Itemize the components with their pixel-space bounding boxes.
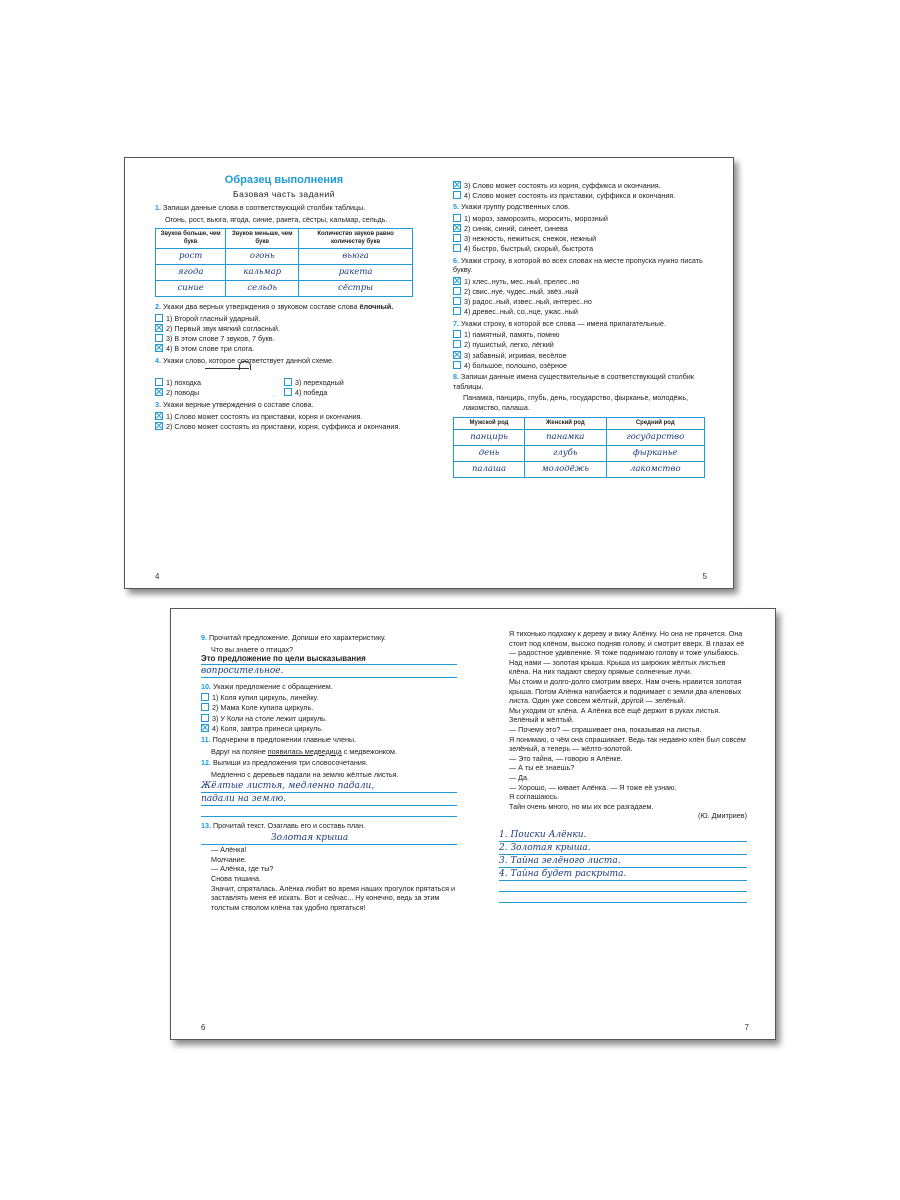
table-cell: вьюга bbox=[299, 249, 413, 265]
text-paragraph: Мы стоим и долго-долго смотрим вверх. Нам очень нравится золотая крыша. Потом Алёнка нагибается и поднимает с земли два кленовых листа. Один уже совсем жёлтый, другой — зелёный. bbox=[509, 676, 742, 706]
table-header: Количество звуков равно количеству букв bbox=[299, 229, 413, 249]
option[interactable]: 4) древес..ный, со..нце, ужас..ный bbox=[453, 307, 705, 317]
task-number: 4. bbox=[155, 355, 161, 365]
option[interactable]: 3) забавный, игривая, весёлое bbox=[453, 351, 705, 361]
option[interactable]: 4) В этом слове три слога. bbox=[155, 344, 413, 354]
option[interactable]: 1) памятный, память, помню bbox=[453, 330, 705, 340]
text-paragraph: — Хорошо, — кивает Алёнка. — Я тоже её узнаю. bbox=[509, 782, 677, 792]
option[interactable]: 2) поводы bbox=[155, 388, 284, 398]
checkbox[interactable] bbox=[453, 340, 461, 348]
task-2 bbox=[155, 302, 413, 312]
task-text: Укажи слово, которое соответствует данной схеме. bbox=[163, 355, 335, 365]
task-8 bbox=[453, 372, 705, 391]
task-3 bbox=[155, 400, 413, 410]
underlined-main-members: появилась медведица bbox=[267, 746, 342, 756]
checkbox-checked[interactable] bbox=[155, 412, 163, 420]
checkbox-checked[interactable] bbox=[155, 324, 163, 332]
task-text: Укажи строку, в которой во всех словах на месте пропуска нужно писать букву. bbox=[453, 255, 703, 275]
option[interactable]: 3) Слово может состоять из корня, суффикса и окончания. bbox=[453, 181, 705, 191]
option[interactable]: 1) Второй гласный ударный. bbox=[155, 314, 413, 324]
task-number: 3. bbox=[155, 400, 161, 410]
page-number: 5 bbox=[702, 572, 707, 582]
checkbox[interactable] bbox=[284, 388, 292, 396]
table-cell: сёстры bbox=[299, 281, 413, 297]
checkbox[interactable] bbox=[155, 314, 163, 322]
task-1 bbox=[155, 203, 413, 213]
option[interactable]: 1) хлес..нуть, мес..ный, прелес..но bbox=[453, 277, 705, 287]
option[interactable]: 4) Коля, завтра принеси циркуль. bbox=[201, 724, 457, 734]
gender-table bbox=[453, 417, 705, 479]
text-line: Молчание. bbox=[211, 854, 247, 864]
checkbox[interactable] bbox=[201, 693, 209, 701]
spread-pages-4-5 bbox=[124, 157, 734, 589]
table-cell: сельдь bbox=[226, 281, 299, 297]
plan-item[interactable]: 2. Золотая крыша. bbox=[499, 842, 747, 855]
table-header: Мужской род bbox=[454, 417, 525, 430]
text-paragraph: — Почему это? — спрашивает она, показывая на листья. bbox=[509, 724, 702, 734]
checkbox[interactable] bbox=[453, 214, 461, 222]
task-words: Панамка, панцирь, глубь, день, государство, фырканье, молодёжь, лакомство, палаша. bbox=[463, 393, 689, 412]
checkbox-checked[interactable] bbox=[453, 351, 461, 359]
table-cell: синие bbox=[156, 281, 226, 297]
table-cell: панцирь bbox=[454, 430, 525, 446]
checkbox[interactable] bbox=[201, 714, 209, 722]
checkbox-checked[interactable] bbox=[453, 277, 461, 285]
task-text: Запиши данные слова в соответствующий столбик таблицы. bbox=[163, 203, 366, 213]
table-header: Звуков меньше, чем букв bbox=[226, 229, 299, 249]
checkbox[interactable] bbox=[453, 191, 461, 199]
checkbox[interactable] bbox=[453, 287, 461, 295]
table-cell: фырканье bbox=[606, 446, 704, 462]
task-text: Укажи верные утверждения о составе слова. bbox=[163, 400, 314, 410]
text-paragraph: Я тихонько подхожу к дереву и вижу Алёнку. Но она не прячется. Она стоит под клёном, высоко подняв голову, и смотрит вверх. В глазах её — радостное удивление. Я тоже поднимаю голову и тоже улыбаюсь. Над нами — золотая крыша. Крыша из широких жёлтых листьев клёна. На них падают сверху прямые солнечные лучи. bbox=[509, 629, 745, 677]
text-line: Снова тишина. bbox=[211, 874, 261, 883]
option[interactable]: 3) переходный bbox=[284, 378, 413, 388]
task-sentence: Вдруг на поляне появилась медведица с медвежонком. bbox=[211, 746, 397, 756]
option[interactable]: 4) быстро, быстрый, скорый, быстрота bbox=[453, 244, 705, 254]
spread-pages-6-7 bbox=[170, 608, 776, 1040]
task-4-options bbox=[155, 378, 413, 399]
table-cell: лакомство bbox=[606, 462, 704, 478]
word-scheme-icon bbox=[155, 367, 413, 377]
option[interactable]: 3) У Коли на столе лежит циркуль. bbox=[201, 714, 457, 724]
page-5 bbox=[429, 158, 733, 588]
option[interactable]: 2) Мама Коле купила циркуль. bbox=[201, 703, 457, 713]
handwritten-answer[interactable]: вопросительное. bbox=[201, 665, 457, 678]
page-number: 7 bbox=[744, 1023, 749, 1033]
task-text: Выпиши из предложения три словосочетания. bbox=[213, 758, 368, 768]
task-11 bbox=[201, 735, 457, 745]
task-number: 10. bbox=[201, 681, 211, 691]
plan-lines bbox=[499, 829, 747, 903]
checkbox[interactable] bbox=[155, 334, 163, 342]
task-number: 1. bbox=[155, 203, 161, 213]
option[interactable]: 4) большое, полошно, озёрное bbox=[453, 361, 705, 371]
option[interactable]: 4) Слово может состоять из приставки, суффикса и окончания. bbox=[453, 191, 705, 201]
table-header: Звуков больше, чем букв bbox=[156, 229, 226, 249]
plan-item[interactable]: 1. Поиски Алёнки. bbox=[499, 829, 747, 842]
answer-line[interactable] bbox=[499, 881, 747, 892]
option[interactable]: 2) пушистый, легко, лёгкий bbox=[453, 340, 705, 350]
task-6 bbox=[453, 256, 705, 275]
page-7 bbox=[475, 609, 775, 1039]
task-text: Прочитай текст. Озаглавь его и составь план. bbox=[213, 820, 366, 830]
checkbox-checked[interactable] bbox=[155, 344, 163, 352]
task-number: 5. bbox=[453, 202, 459, 212]
checkbox[interactable] bbox=[284, 378, 292, 386]
text-paragraph: — Это тайна, — говорю я Алёнке. bbox=[509, 753, 623, 763]
handwritten-answer[interactable]: Жёлтые листья, медленно падали, bbox=[201, 780, 457, 793]
option[interactable]: 3) нежность, нежиться, снежок, нежный bbox=[453, 234, 705, 244]
task-13 bbox=[201, 821, 457, 831]
checkbox-checked[interactable] bbox=[453, 181, 461, 189]
task-text: Укажи два верных утверждения о звуковом составе слова bbox=[163, 302, 358, 312]
task-number: 13. bbox=[201, 820, 211, 830]
table-cell: огонь bbox=[226, 249, 299, 265]
checkbox-checked[interactable] bbox=[201, 724, 209, 732]
task-4 bbox=[155, 356, 413, 366]
task-text: Укажи предложение с обращением. bbox=[213, 681, 333, 691]
plan-item[interactable]: 4. Тайна будет раскрыта. bbox=[499, 868, 747, 881]
table-cell: день bbox=[454, 446, 525, 462]
section-title: Базовая часть заданий bbox=[233, 188, 335, 199]
option[interactable]: 3) В этом слове 7 звуков, 7 букв. bbox=[155, 334, 413, 344]
table-cell: глубь bbox=[525, 446, 607, 462]
table-cell: молодёжь bbox=[525, 462, 607, 478]
task-text: Прочитай предложение. Допиши его характеристику. bbox=[209, 633, 386, 642]
text-line: — Алёнка! bbox=[211, 845, 247, 855]
option[interactable]: 2) Первый звук мягкий согласный. bbox=[155, 324, 413, 334]
task-number: 2. bbox=[155, 302, 161, 312]
task-word: ёлочный. bbox=[359, 302, 394, 312]
checkbox[interactable] bbox=[453, 297, 461, 305]
checkbox[interactable] bbox=[453, 330, 461, 338]
task-number: 7. bbox=[453, 318, 459, 328]
table-header: Женский род bbox=[525, 417, 607, 430]
task-number: 6. bbox=[453, 255, 459, 265]
page-6 bbox=[171, 609, 471, 1039]
handwritten-answer[interactable]: падали на землю. bbox=[201, 793, 457, 806]
author: (Ю. Дмитриев) bbox=[698, 811, 747, 821]
task-words: Огонь, рост, вьюга, ягода, синие, ракета, сёстры, кальмар, сельдь. bbox=[165, 214, 388, 224]
table-cell: панамка bbox=[525, 430, 607, 446]
option[interactable]: 1) Коля купил циркуль, линейку. bbox=[201, 693, 457, 703]
table-cell: рост bbox=[156, 249, 226, 265]
text-paragraph: Я соглашаюсь. bbox=[509, 792, 560, 802]
table-cell: ягода bbox=[156, 265, 226, 281]
option[interactable]: 1) Слово может состоять из приставки, корня и окончания. bbox=[155, 412, 413, 422]
checkbox-checked[interactable] bbox=[155, 422, 163, 430]
handwritten-title[interactable]: Золотая крыша bbox=[201, 832, 457, 845]
checkbox[interactable] bbox=[453, 234, 461, 242]
option[interactable]: 4) победа bbox=[284, 388, 413, 398]
task-number: 11. bbox=[201, 735, 211, 745]
answer-label: Это предложение по цели высказывания bbox=[201, 654, 457, 665]
table-cell: государство bbox=[606, 430, 704, 446]
task-text: Укажи группу родственных слов. bbox=[461, 202, 570, 212]
task-12 bbox=[201, 758, 457, 768]
page-title: Образец выполнения bbox=[224, 174, 344, 186]
checkbox[interactable] bbox=[453, 244, 461, 252]
option[interactable]: 2) Слово может состоять из приставки, корня, суффикса и окончания. bbox=[155, 422, 413, 432]
task-9 bbox=[201, 633, 457, 643]
task-5 bbox=[453, 202, 705, 212]
text-line: — Алёнка, где ты? bbox=[211, 864, 274, 874]
page-number: 4 bbox=[155, 572, 160, 582]
checkbox-checked[interactable] bbox=[155, 388, 163, 396]
task-text: Укажи строку, в которой все слова — имена прилагательные. bbox=[461, 318, 666, 328]
option[interactable]: 3) радос..ный, извес..ный, интерес..но bbox=[453, 297, 705, 307]
option[interactable]: 2) синяк, синий, синеет, синева bbox=[453, 224, 705, 234]
text-paragraph: — А ты её знаешь? bbox=[509, 763, 575, 773]
text-paragraph: — Да. bbox=[509, 772, 530, 782]
table-cell: ракета bbox=[299, 265, 413, 281]
task-number: 12. bbox=[201, 758, 211, 768]
option[interactable]: 1) походка bbox=[155, 378, 284, 388]
answer-line[interactable] bbox=[201, 806, 457, 817]
checkbox-checked[interactable] bbox=[453, 224, 461, 232]
checkbox[interactable] bbox=[453, 307, 461, 315]
task-number: 8. bbox=[453, 372, 459, 382]
task-10 bbox=[201, 682, 457, 692]
table-cell: палаша bbox=[454, 462, 525, 478]
text-paragraph: Мы уходим от клёна. А Алёнка всё ещё держит в руках листья. Зелёный и жёлтый. bbox=[509, 705, 721, 725]
checkbox[interactable] bbox=[201, 703, 209, 711]
page-number: 6 bbox=[201, 1023, 206, 1033]
task-question: Что вы знаете о птицах? bbox=[211, 644, 294, 654]
option[interactable]: 2) свис..нуе, чудес..ный, звёз..ный bbox=[453, 287, 705, 297]
option[interactable]: 1) мороз, заморозить, моросить, морозный bbox=[453, 214, 705, 224]
answer-line[interactable] bbox=[499, 892, 747, 903]
plan-item[interactable]: 3. Тайна зелёного листа. bbox=[499, 855, 747, 868]
task-number: 9. bbox=[201, 633, 207, 642]
checkbox[interactable] bbox=[453, 361, 461, 369]
sound-table bbox=[155, 228, 413, 297]
text-paragraph: Значит, спряталась. Алёнка любит во время наших прогулок прятаться и заставлять меня её искать. Вот и сейчас... Ну конечно, ведь за этим толстым стволом клёна так удобно прятаться! bbox=[211, 883, 456, 912]
table-header: Средний род bbox=[606, 417, 704, 430]
task-text: Запиши данные имена существительные в соответствующий столбик таблицы. bbox=[453, 372, 694, 391]
checkbox[interactable] bbox=[155, 378, 163, 386]
task-text: Подчеркни в предложении главные члены. bbox=[212, 735, 357, 745]
table-cell: кальмар bbox=[226, 265, 299, 281]
task-sentence: Медленно с деревьев падали на землю жёлтые листья. bbox=[211, 770, 399, 780]
text-paragraph: Тайн очень много, но мы их все разгадаем. bbox=[509, 801, 654, 811]
task-7 bbox=[453, 319, 705, 329]
page-4 bbox=[125, 158, 425, 588]
text-paragraph: Я понимаю, о чём она спрашивает. Ведь так недавно клён был совсем зелёный, а теперь — жёлто-золотой. bbox=[509, 734, 746, 754]
